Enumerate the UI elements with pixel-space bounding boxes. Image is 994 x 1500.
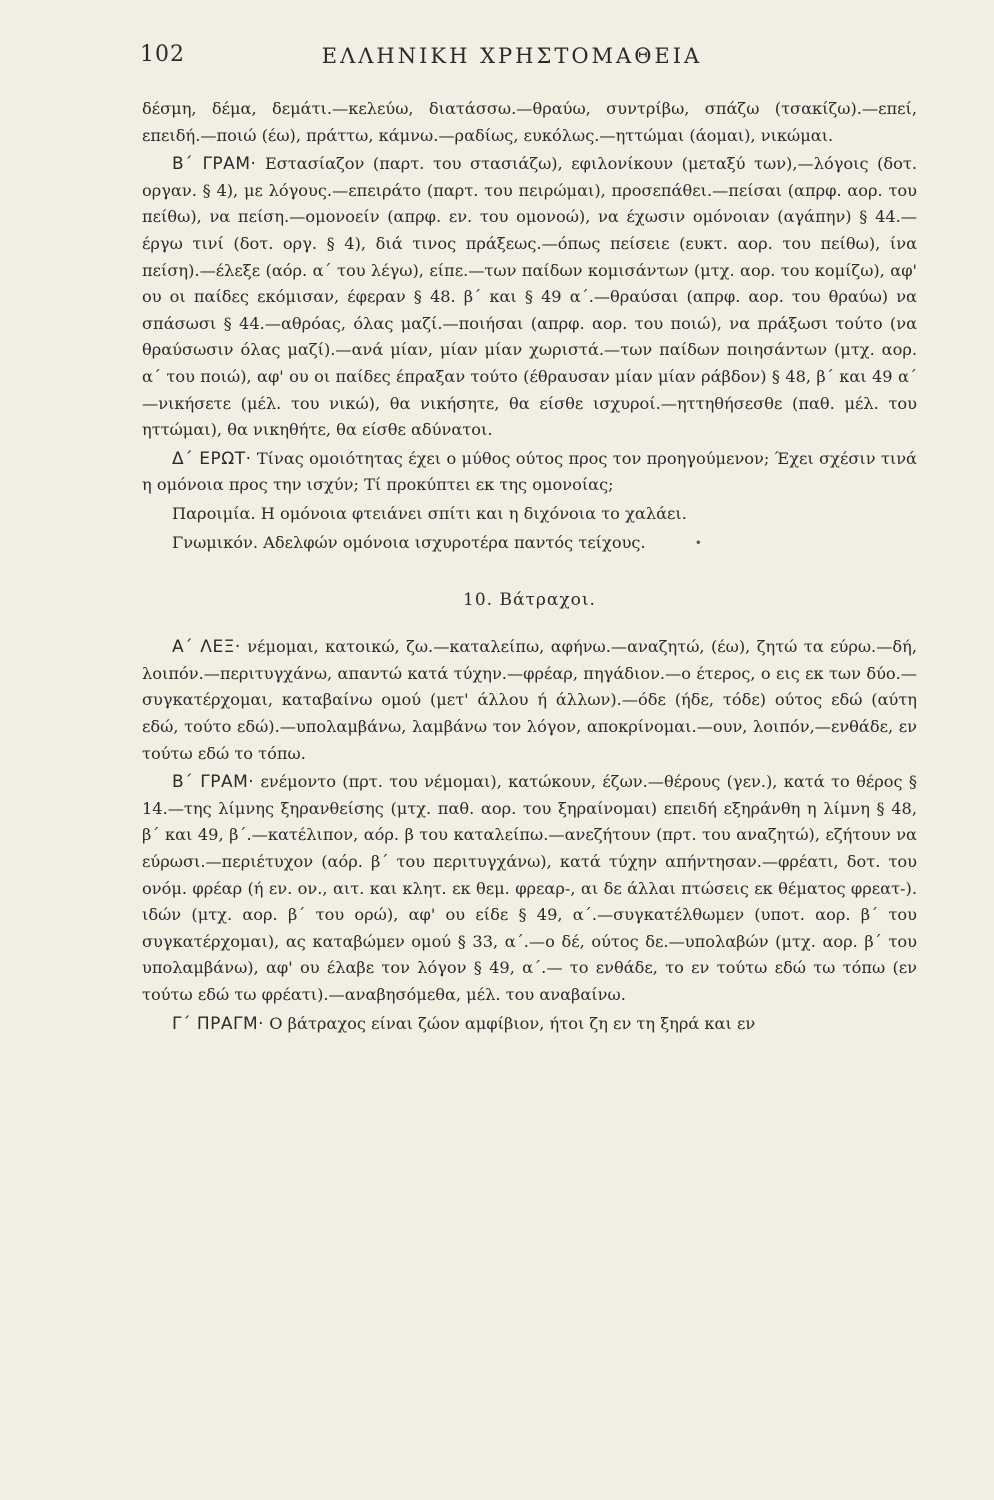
paragraph-text: νέμομαι, κατοικώ, ζω.—καταλείπω, αφήνω.—αναζητώ, (έω), ζητώ τα εύρω.—δή, λοιπόν.—περιτυγχάνω, απαντώ κατά τύχην.—φρέαρ, πηγάδιον.—ο έτερος, ο εις εκ των δύο.—συγκατέρχομαι, καταβαίνω ομού (μετ' άλλου ή άλλων).—όδε (ήδε, τόδε) ούτος εδώ (αύτη εδώ, τούτο εδώ).—υπολαμβάνω, λαμβάνω τον λόγον, αποκρίνομαι.—ουν, λοιπόν,—ενθάδε, εν τούτω εδώ το τόπω. <box>142 637 917 763</box>
section-label: Β΄ ΓΡΑΜ· <box>172 772 255 793</box>
paragraph-text: Παροιμία. Η ομόνοια φτειάνει σπίτι και η διχόνοια το χαλάει. <box>172 503 687 523</box>
paragraph-text: Εστασίαζον (παρτ. του στασιάζω), εφιλονίκουν (μεταξύ των),—λόγοις (δοτ. οργαν. § 4), με λόγους.—επειράτο (παρτ. του πειρώμαι), προσεπάθει.—πείσαι (απρφ. αορ. του πείθω), να πείση.—ομονοείν (απρφ. εν. του ομονοώ), να έχωσιν ομόνοιαν (αγάπην) § 44.—έργω τινί (δοτ. οργ. § 4), διά τινος πράξεως.—όπως πείσειε (ευκτ. αορ. του πείθω), ίνα πείση).—έλεξε (αόρ. α΄ του λέγω), είπε.—των παίδων κομισάντων (μτχ. αορ. του κομίζω), αφ' ου οι παίδες εκόμισαν, έφεραν § 48. β΄ και § 49 α΄.—θραύσαι (απρφ. αορ. του θραύω) να σπάσωσι § 44.—αθρόας, όλας μαζί.—ποιήσαι (απρφ. αορ. του ποιώ), να πράξωσι τούτο (να θραύσωσιν όλας μαζί).—ανά μίαν, μίαν μίαν χωριστά.—των παίδων ποιησάντων (μτχ. αορ. α΄ του ποιώ), αφ' ου οι παίδες έπραξαν τούτο (έθραυσαν μίαν μίαν ράβδον) § 48, β΄ και 49 α΄—νικήσετε (μέλ. του νικώ), θα νικήσητε, θα είσθε ισχυροί.—ηττηθήσεσθε (παθ. μέλ. του ηττώμαι), θα νικηθήτε, θα είσθε αδύνατοι. <box>142 154 917 440</box>
vocabulary <box>142 634 917 767</box>
questions <box>142 446 917 499</box>
running-title: ΕΛΛΗΝΙΚΗ ΧΡΗΣΤΟΜΑΘΕΙΑ <box>321 44 703 68</box>
grammar-notes <box>142 769 917 1008</box>
proverb <box>142 501 917 528</box>
subject-notes <box>142 1011 917 1038</box>
section-label: Γ΄ ΠΡΑΓΜ· <box>172 1013 265 1034</box>
paragraph-text: δέσμη, δέμα, δεμάτι.—κελεύω, διατάσσω.—θραύω, συντρίβω, σπάζω (τσακίζω).—επεί, επειδή.—ποιώ (έω), πράττω, κάμνω.—ραδίως, ευκόλως.—ηττώμαι (άομαι), νικώμαι. <box>142 99 917 145</box>
paragraph-text: Ο βάτραχος είναι ζώον αμφίβιον, ήτοι ζη εν τη ξηρά και εν <box>269 1013 756 1033</box>
paragraph-text: Γνωμικόν. Αδελφών ομόνοια ισχυροτέρα παντός τείχους. <box>172 532 646 552</box>
glossary-continuation <box>142 96 917 149</box>
section-label: Β΄ ΓΡΑΜ· <box>172 154 257 175</box>
grammar-notes <box>142 151 917 444</box>
bullet-icon: • <box>694 535 702 550</box>
maxim <box>142 530 917 557</box>
page-body <box>142 96 917 1039</box>
paragraph-text: Τίνας ομοιότητας έχει ο μύθος ούτος προς τον προηγούμενον; Έχει σχέσιν τινά η ομόνοια προς την ισχύν; Τί προκύπτει εκ της ομονοίας; <box>142 448 917 495</box>
section-label: Α΄ ΛΕΞ· <box>172 637 241 658</box>
section-heading: 10. Βάτραχοι. <box>463 590 596 611</box>
section-label: Δ΄ ΕΡΩΤ· <box>172 448 252 469</box>
paragraph-text: ενέμοντο (πρτ. του νέμομαι), κατώκουν, έζων.—θέρους (γεν.), κατά το θέρος § 14.—της λίμνης ξηρανθείσης (μτχ. παθ. αορ. του ξηραίνομαι) επειδή εξηράνθη η λίμνη § 48, β΄ και 49, β΄.—κατέλιπον, αόρ. β του καταλείπω.—ανεζήτουν (πρτ. του αναζητώ), εζήτουν να εύρωσι.—περιέτυχον (αόρ. β΄ του περιτυγχάνω), κατά τύχην απήντησαν.—φρέατι, δοτ. του ονόμ. φρέαρ (ή εν. ον., αιτ. και κλητ. εκ θεμ. φρεαρ-, αι δε άλλαι πτώσεις εκ θέματος φρεατ-). ιδών (μτχ. αορ. β΄ του ορώ), αφ' ου είδε § 49, α΄.—συγκατέλθωμεν (υποτ. αορ. β΄ του συγκατέρχομαι), ας καταβώμεν ομού § 33, α΄.—ο δέ, ούτος δε.—υπολαβών (μτχ. αορ. β΄ του υπολαμβάνω), αφ' ου έλαβε τον λόγον § 49, α΄.— το ενθάδε, το εν τούτω εδώ τω τόπω (εν τούτω εδώ τω φρέατι).—αναβησόμεθα, μέλ. του αναβαίνω. <box>142 772 917 1005</box>
page-header <box>140 42 884 76</box>
page-number: 102 <box>140 42 185 67</box>
